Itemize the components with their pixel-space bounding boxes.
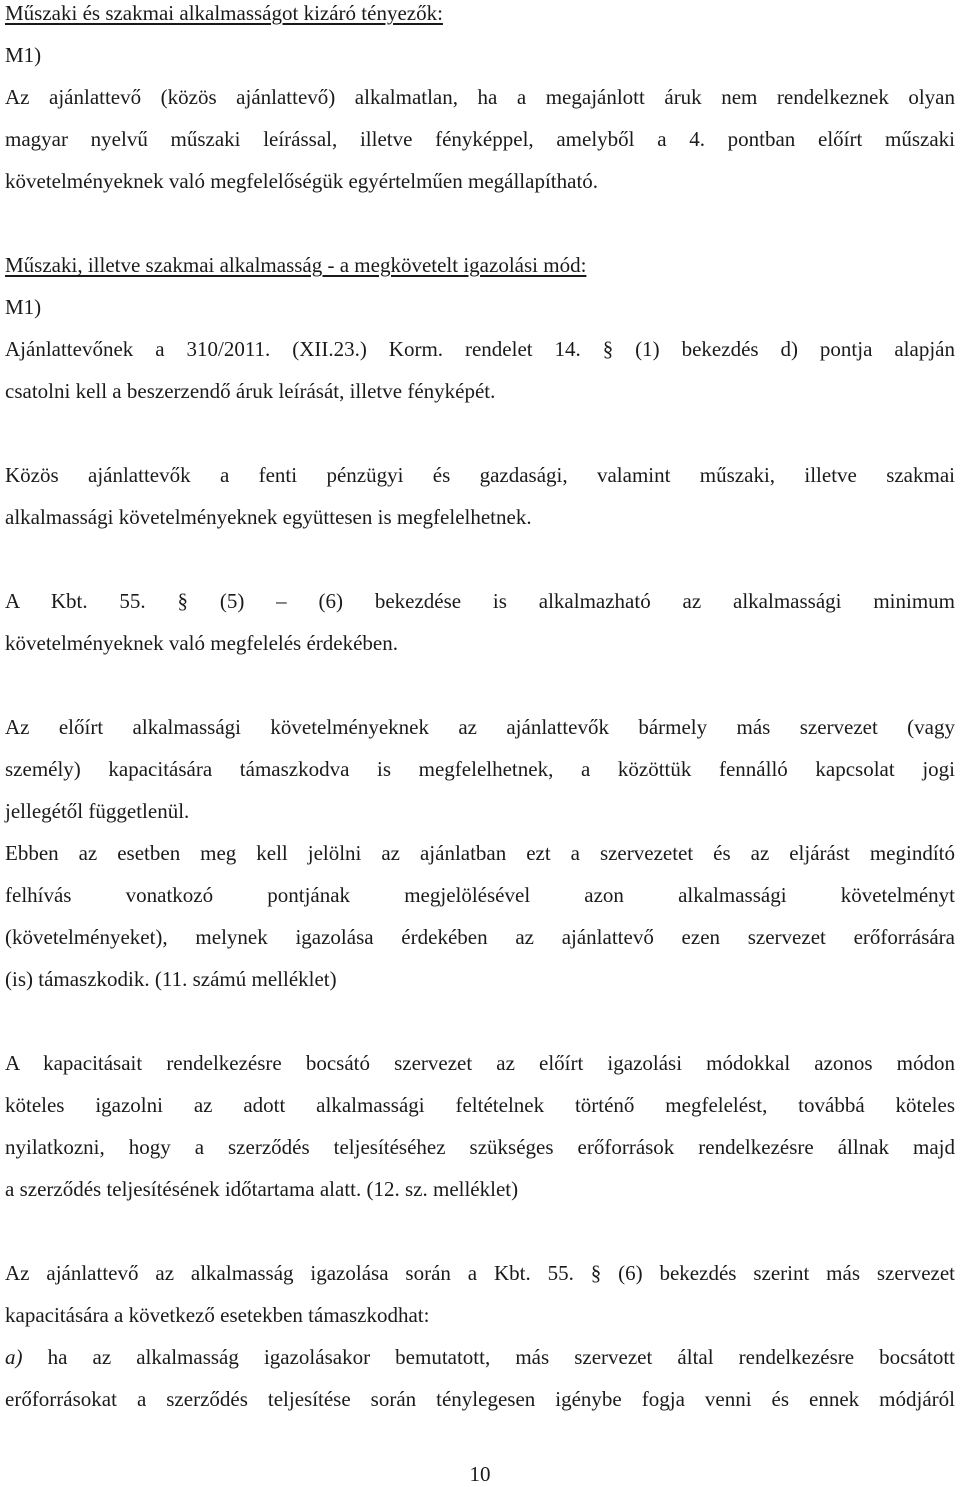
text-line: magyar nyelvű műszaki leírással, illetve fényképpel, amelyből a 4. pontban előírt műszaki — [5, 127, 955, 151]
section-heading-excluding-factors: Műszaki és szakmai alkalmasságot kizáró tényezők: — [5, 1, 443, 25]
text-line: Közös ajánlattevők a fenti pénzügyi és gazdasági, valamint műszaki, illetve szakmai — [5, 463, 955, 487]
text-line: alkalmassági követelményeknek együttesen is megfelelhetnek. — [5, 505, 532, 529]
text-line: a szerződés teljesítésének időtartama alatt. (12. sz. melléklet) — [5, 1177, 519, 1201]
text-line: (is) támaszkodik. (11. számú melléklet) — [5, 967, 337, 991]
text-line: erőforrásokat a szerződés teljesítése során ténylegesen igénybe fogja venni és ennek módjáról — [5, 1387, 955, 1411]
text-line: Az ajánlattevő az alkalmasság igazolása során a Kbt. 55. § (6) bekezdés szerint más szervezet — [5, 1261, 955, 1285]
text-line: köteles igazolni az adott alkalmassági feltételnek történő megfelelést, továbbá köteles — [5, 1093, 955, 1117]
text-line: nyilatkozni, hogy a szerződés teljesítéséhez szükséges erőforrások rendelkezésre állnak majd — [5, 1135, 955, 1159]
text-line: A Kbt. 55. § (5) – (6) bekezdése is alkalmazható az alkalmassági minimum — [5, 589, 955, 613]
section-heading-verification-method: Műszaki, illetve szakmai alkalmasság - a megkövetelt igazolási mód: — [5, 253, 587, 277]
page-number: 10 — [469, 1462, 491, 1486]
case-text: ha az alkalmasság igazolásakor bemutatott, más szervezet által rendelkezésre bocsátott — [22, 1345, 955, 1369]
text-line: személy) kapacitására támaszkodva is megfelelhetnek, a közöttük fennálló kapcsolat jogi — [5, 757, 955, 781]
text-line: Az előírt alkalmassági követelményeknek az ajánlattevők bármely más szervezet (vagy — [5, 715, 955, 739]
text-line: Ebben az esetben meg kell jelölni az ajánlatban ezt a szervezetet és az eljárást megindító — [5, 841, 955, 865]
text-line: követelményeknek való megfelelés érdekében. — [5, 631, 398, 655]
text-line: csatolni kell a beszerzendő áruk leírását, illetve fényképét. — [5, 379, 496, 403]
case-a-line — [5, 1344, 955, 1370]
section-code: M1) — [5, 295, 42, 319]
text-line: követelményeknek való megfelelőségük egyértelműen megállapítható. — [5, 169, 599, 193]
text-line: jellegétől függetlenül. — [5, 799, 190, 823]
case-marker: a) — [5, 1345, 23, 1369]
section-code: M1) — [5, 43, 42, 67]
text-line: Az ajánlattevő (közös ajánlattevő) alkalmatlan, ha a megajánlott áruk nem rendelkeznek olyan — [5, 85, 955, 109]
text-line: Ajánlattevőnek a 310/2011. (XII.23.) Korm. rendelet 14. § (1) bekezdés d) pontja alapján — [5, 337, 955, 361]
text-line: A kapacitásait rendelkezésre bocsátó szervezet az előírt igazolási módokkal azonos módon — [5, 1051, 955, 1075]
text-line: kapacitására a következő esetekben támaszkodhat: — [5, 1303, 430, 1327]
text-line: (követelményeket), melynek igazolása érdekében az ajánlattevő ezen szervezet erőforrására — [5, 925, 955, 949]
text-line: felhívás vonatkozó pontjának megjelölésével azon alkalmassági követelményt — [5, 883, 955, 907]
